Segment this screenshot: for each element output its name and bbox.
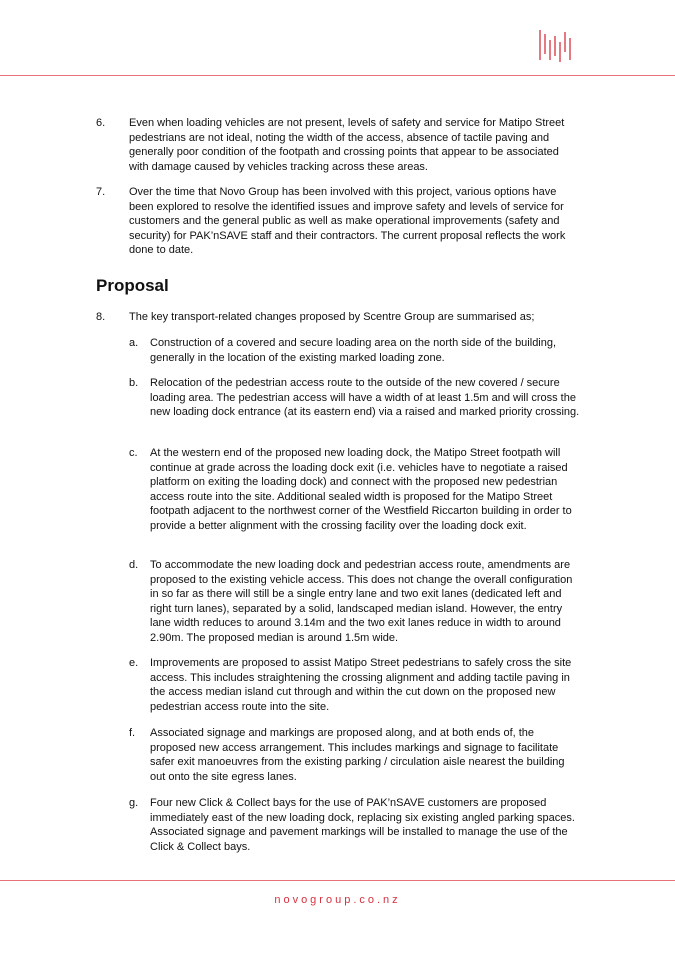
paragraph-text: Over the time that Novo Group has been involved with this project, various options have been explored to resolve the identified issues and improve safety and levels of service for customers and the general public as well as make operational improvements (safety and security) for PAK’nSAVE staff and their contractors. The current proposal reflects the work done to date. [129,186,566,256]
list-item-letter: f. [129,727,136,739]
list-item-letter: d. [129,559,139,571]
list-item-text: Construction of a covered and secure loading area on the north side of the building, generally in the location of the existing marked loading zone. [150,337,557,364]
footer-url[interactable]: novogroup.co.nz [274,894,401,906]
list-item-text: Relocation of the pedestrian access route to the outside of the new covered / secure loading area. The pedestrian access will have a width of at least 1.5m and will cross the new loading dock entrance (at its eastern end) via a raised and marked priority crossing. [150,377,580,418]
paragraph-text: Even when loading vehicles are not present, levels of safety and service for Matipo Street pedestrians are not ideal, noting the width of the access, absence of tactile paving and generally poor condition of the footpath and crossing points that appear to be associated with damage caused by vehicles tracking across these areas. [129,117,565,173]
list-item-text: Associated signage and markings are proposed along, and at both ends of, the proposed new access arrangement. This includes markings and signage to facilitate safer exit manoeuvres from the existing parking / circulation aisle nearest the building out onto the site egress lanes. [150,727,565,783]
list-item-text: Four new Click & Collect bays for the use of PAK’nSAVE customers are proposed immediately east of the new loading dock, replacing six existing angled parking spaces. Associated signage and pavement markings will be installed to manage the use of the Click & Collect bays. [150,797,575,853]
paragraph-text: The key transport-related changes proposed by Scentre Group are summarised as; [129,311,535,323]
paragraph-number: 7. [96,186,106,198]
novo-logo-icon [538,30,578,62]
list-item-letter: b. [129,377,139,389]
section-heading: Proposal [96,276,169,295]
paragraph-number: 6. [96,117,106,129]
list-item-letter: e. [129,657,139,669]
header-divider [0,75,675,76]
list-item-letter: c. [129,447,138,459]
paragraph-number: 8. [96,311,106,323]
list-item-text: Improvements are proposed to assist Matipo Street pedestrians to safely cross the site access. This includes straightening the crossing alignment and adding tactile paving in the access median island cut through and within the cut down on the proposed new pedestrian access route into the site. [150,657,572,713]
list-item-text: To accommodate the new loading dock and pedestrian access route, amendments are proposed to the existing vehicle access. This does not change the overall configuration in so far as there will still be a single entry lane and two exit lanes (dedicated left and right turn lanes), separated by a solid, landscaped median island. However, the entry lane width reduces to around 3.14m and the two exit lanes reduce in width to around 2.90m. The proposed median is around 1.5m wide. [150,559,573,644]
list-item-letter: g. [129,797,139,809]
list-item-text: At the western end of the proposed new loading dock, the Matipo Street footpath will continue at grade across the loading dock exit (i.e. vehicles have to negotiate a raised platform on exiting the loading dock) and connect with the proposed new pedestrian access route into the site. Additional sealed width is proposed for the Matipo Street footpath adjacent to the northwest corner of the Westfield Riccarton building in order to provide a better alignment with the crossing facility over the loading dock exit. [150,447,572,532]
footer-divider [0,880,675,881]
list-item-letter: a. [129,337,139,349]
